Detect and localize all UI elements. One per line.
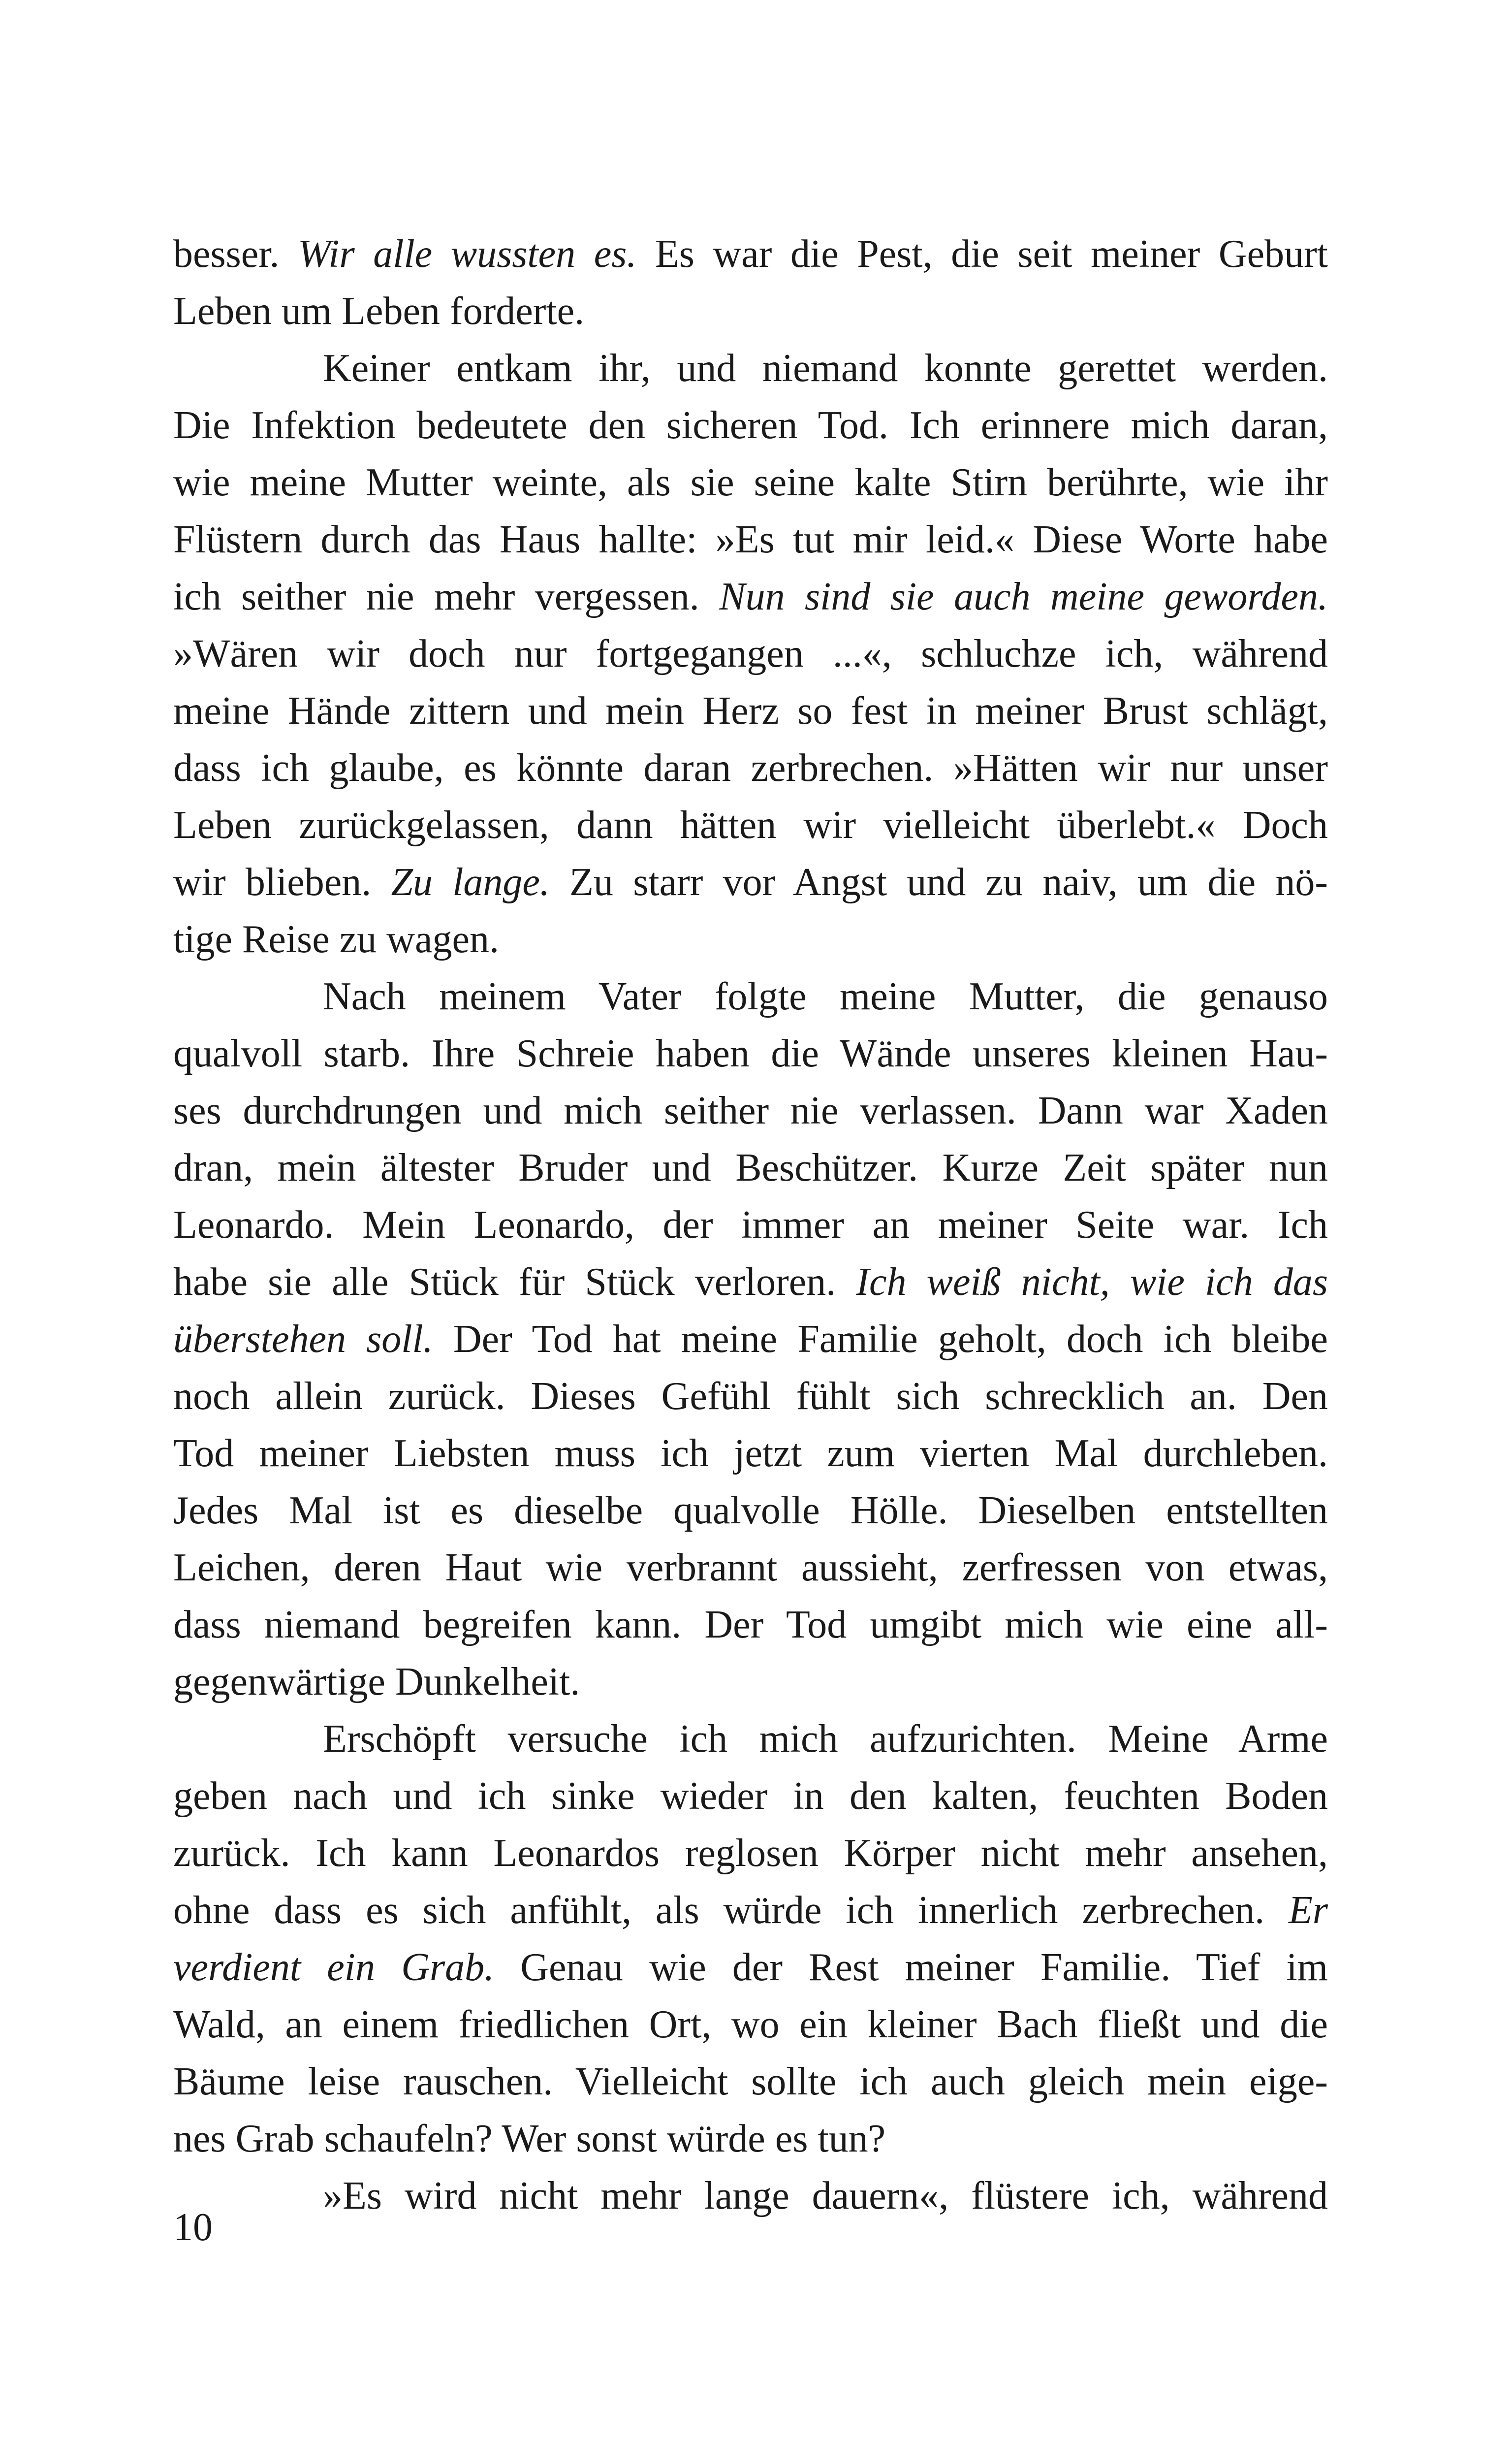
text-line: [173, 1825, 1328, 1882]
text-run: gegenwärtige Dunkelheit.: [173, 1660, 580, 1704]
text-line: [173, 1425, 1328, 1482]
italic-text: Nun sind sie auch meine geworden.: [719, 575, 1328, 618]
text-run: qualvoll starb. Ihre Schreie haben die Wände unseres kleinen Hau-: [173, 1032, 1328, 1075]
text-run: Bäume leise rauschen. Vielleicht sollte ich auch gleich mein eige-: [173, 2060, 1328, 2103]
text-run: »Wären wir doch nur fortgegangen ...«, schluchze ich, während: [173, 632, 1328, 675]
text-run: Leichen, deren Haut wie verbrannt aussieht, zerfressen von etwas,: [173, 1546, 1328, 1589]
text-run: wie meine Mutter weinte, als sie seine kalte Stirn berührte, wie ihr: [173, 461, 1328, 504]
text-run: Keiner entkam ihr, und niemand konnte gerettet werden.: [323, 347, 1328, 390]
text-line: [173, 797, 1328, 854]
text-line: [173, 340, 1328, 397]
text-line: [173, 1996, 1328, 2053]
text-run: dass ich glaube, es könnte daran zerbrechen. »Hätten wir nur unser: [173, 746, 1328, 790]
text-line: [173, 911, 1328, 968]
text-line: [173, 225, 1328, 283]
text-run: Flüstern durch das Haus hallte: »Es tut mir leid.« Diese Worte habe: [173, 518, 1328, 561]
text-run: meine Hände zittern und mein Herz so fest in meiner Brust schlägt,: [173, 689, 1328, 733]
text-line: [173, 454, 1328, 511]
text-run: Tod meiner Liebsten muss ich jetzt zum vierten Mal durchleben.: [173, 1432, 1328, 1475]
page-number: 10: [173, 2206, 213, 2249]
text-run: ich seither nie mehr vergessen.: [173, 575, 720, 618]
text-run: Leonardo. Mein Leonardo, der immer an meiner Seite war. Ich: [173, 1203, 1328, 1247]
text-line: [173, 2110, 1328, 2167]
text-line: [173, 397, 1328, 454]
text-run: Genau wie der Rest meiner Familie. Tief im: [494, 1946, 1328, 1989]
text-run: habe sie alle Stück für Stück verloren.: [173, 1260, 856, 1304]
text-run: nes Grab schaufeln? Wer sonst würde es tun?: [173, 2117, 886, 2160]
text-run: noch allein zurück. Dieses Gefühl fühlt sich schrecklich an. Den: [173, 1375, 1328, 1418]
text-line: [173, 2167, 1328, 2224]
italic-text: Zu lange.: [391, 861, 550, 904]
text-line: [173, 1596, 1328, 1653]
text-run: wir blieben.: [173, 861, 391, 904]
text-run: »Es wird nicht mehr lange dauern«, flüstere ich, während: [323, 2174, 1328, 2218]
text-line: [173, 1025, 1328, 1082]
text-run: ohne dass es sich anfühlt, als würde ich innerlich zerbrechen.: [173, 1889, 1289, 1932]
text-run: tige Reise zu wagen.: [173, 918, 499, 961]
text-line: [173, 739, 1328, 797]
text-run: Es war die Pest, die seit meiner Geburt: [636, 232, 1328, 276]
text-run: Wald, an einem friedlichen Ort, wo ein kleiner Bach fließt und die: [173, 2003, 1328, 2046]
text-line: [173, 568, 1328, 625]
text-line: [173, 682, 1328, 739]
text-run: ses durchdrungen und mich seither nie verlassen. Dann war Xaden: [173, 1089, 1328, 1132]
italic-text: verdient ein Grab.: [173, 1946, 495, 1989]
text-line: [173, 1368, 1328, 1425]
text-line: [173, 1882, 1328, 1939]
text-line: [173, 1653, 1328, 1710]
body-text: [173, 225, 1328, 2224]
text-line: [173, 2053, 1328, 2110]
italic-text: überstehen soll.: [173, 1318, 433, 1361]
text-line: [173, 1311, 1328, 1368]
text-run: geben nach und ich sinke wieder in den kalten, feuchten Boden: [173, 1774, 1328, 1818]
italic-text: Wir alle wussten es.: [298, 232, 637, 276]
text-run: Zu starr vor Angst und zu naiv, um die nö-: [549, 861, 1328, 904]
text-line: [173, 1254, 1328, 1311]
text-line: [173, 283, 1328, 340]
text-run: Die Infektion bedeutete den sicheren Tod. Ich erinnere mich daran,: [173, 404, 1328, 447]
text-line: [173, 1139, 1328, 1196]
text-line: [173, 1196, 1328, 1254]
text-line: [173, 1482, 1328, 1539]
text-run: zurück. Ich kann Leonardos reglosen Körper nicht mehr ansehen,: [173, 1832, 1328, 1875]
text-line: [173, 1539, 1328, 1596]
text-run: Leben zurückgelassen, dann hätten wir vielleicht überlebt.« Doch: [173, 804, 1328, 847]
text-run: Der Tod hat meine Familie geholt, doch ich bleibe: [433, 1318, 1328, 1361]
text-line: [173, 968, 1328, 1025]
text-line: [173, 854, 1328, 911]
text-run: Erschöpft versuche ich mich aufzurichten. Meine Arme: [323, 1717, 1328, 1761]
text-run: besser.: [173, 232, 298, 276]
italic-text: Er: [1289, 1889, 1328, 1932]
text-line: [173, 625, 1328, 682]
text-line: [173, 1768, 1328, 1825]
italic-text: Ich weiß nicht, wie ich das: [856, 1260, 1328, 1304]
text-line: [173, 1939, 1328, 1996]
text-run: dass niemand begreifen kann. Der Tod umgibt mich wie eine all-: [173, 1603, 1328, 1646]
text-line: [173, 511, 1328, 568]
text-line: [173, 1710, 1328, 1768]
text-line: [173, 1082, 1328, 1139]
text-run: Nach meinem Vater folgte meine Mutter, die genauso: [323, 975, 1328, 1018]
text-run: Jedes Mal ist es dieselbe qualvolle Hölle. Dieselben entstellten: [173, 1489, 1328, 1532]
text-run: Leben um Leben forderte.: [173, 289, 585, 333]
text-run: dran, mein ältester Bruder und Beschützer. Kurze Zeit später nun: [173, 1146, 1328, 1189]
